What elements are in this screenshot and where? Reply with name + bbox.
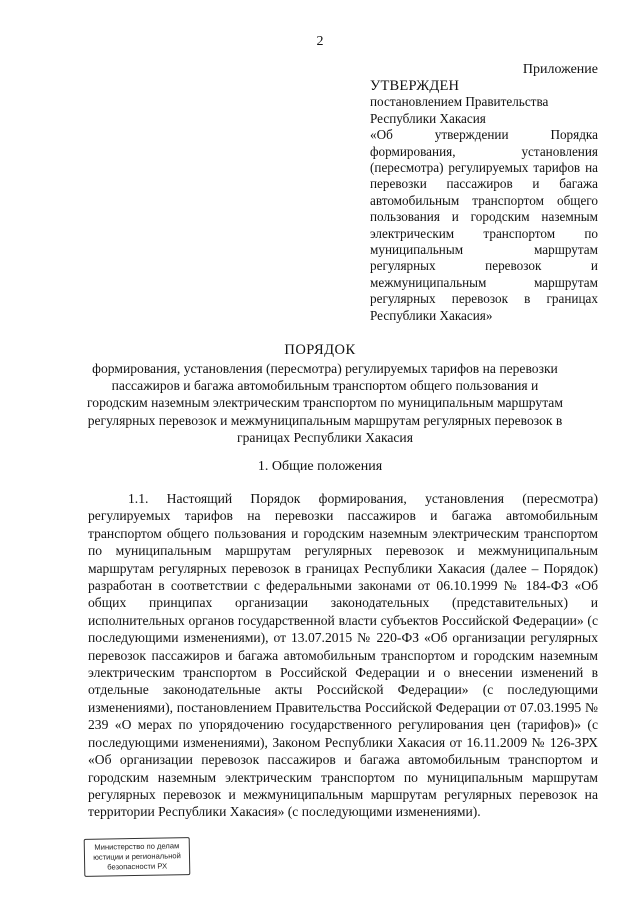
approval-heading: УТВЕРЖДЕН [370, 78, 460, 94]
approval-decree-title: «Об утверждении Порядка формирования, установления (пересмотра) регулируемых тарифов на перевозки пассажиров и багажа автомобильным транспортом общего пользования и городским наземным электрическим транспортом по муниципальным маршрутам регулярных перевозок и межмуниципальным маршрутам регулярных перевозок в границах Республики Хакасия» [370, 127, 598, 323]
approval-line-2: Республики Хакасия [370, 110, 486, 126]
paragraph-1-1: 1.1. Настоящий Порядок формирования, установления (пересмотра) регулируемых тарифов на перевозки пассажиров и багажа автомобильным транспортом общего пользования и городским наземным электрическим транспортом по муниципальным маршрутам регулярных перевозок и межмуниципальным маршрутам регулярных перевозок в границах Республики Хакасия (далее – Порядок) разработан в соответствии с федеральными законами от 06.10.1999 № 184-ФЗ «Об общих принципах организации законодательных (представительных) и исполнительных органов государственной власти субъектов Российской Федерации» (с последующими изменениями), от 13.07.2015 № 220-ФЗ «Об организации регулярных перевозок пассажиров и багажа автомобильным транспортом и городским наземным электрическим транспортом в Российской Федерации и о внесении изменений в отдельные законодательные акты Российской Федерации» (с последующими изменениями), постановлением Правительства Российской Федерации от 07.03.1995 № 239 «О мерах по упорядочению государственного регулирования цен (тарифов)» (с последующими изменениями), Законом Республики Хакасия от 16.11.2009 № 126-ЗРХ «Об организации перевозок пассажиров и багажа автомобильным транспортом и городским наземным электрическим транспортом по муниципальным маршрутам регулярных перевозок и межмуниципальным маршрутам регулярных перевозок на территории Республики Хакасия» (с последующими изменениями). [88, 491, 598, 820]
document-subtitle: формирования, установления (пересмотра) регулируемых тарифов на перевозки пассажиров и багажа автомобильным транспортом общего пользования и городским наземным электрическим транспортом по муниципальным маршрутам регулярных перевозок и межмуниципальным маршрутам регулярных перевозок в границах Республики Хакасия [87, 361, 563, 445]
approval-block [370, 78, 598, 324]
stamp-line-2: юстиции и региональной [93, 851, 181, 862]
stamp-line-1: Министерство по делам [94, 841, 180, 852]
page-number: 2 [316, 34, 324, 49]
stamp-line-3: безопасности РХ [107, 861, 168, 872]
section-heading: 1. Общие положения [257, 459, 383, 474]
approval-line-1: постановлением Правительства [370, 94, 549, 110]
document-title: ПОРЯДОК [284, 342, 356, 358]
registration-stamp [84, 837, 191, 877]
appendix-label: Приложение [522, 62, 598, 77]
